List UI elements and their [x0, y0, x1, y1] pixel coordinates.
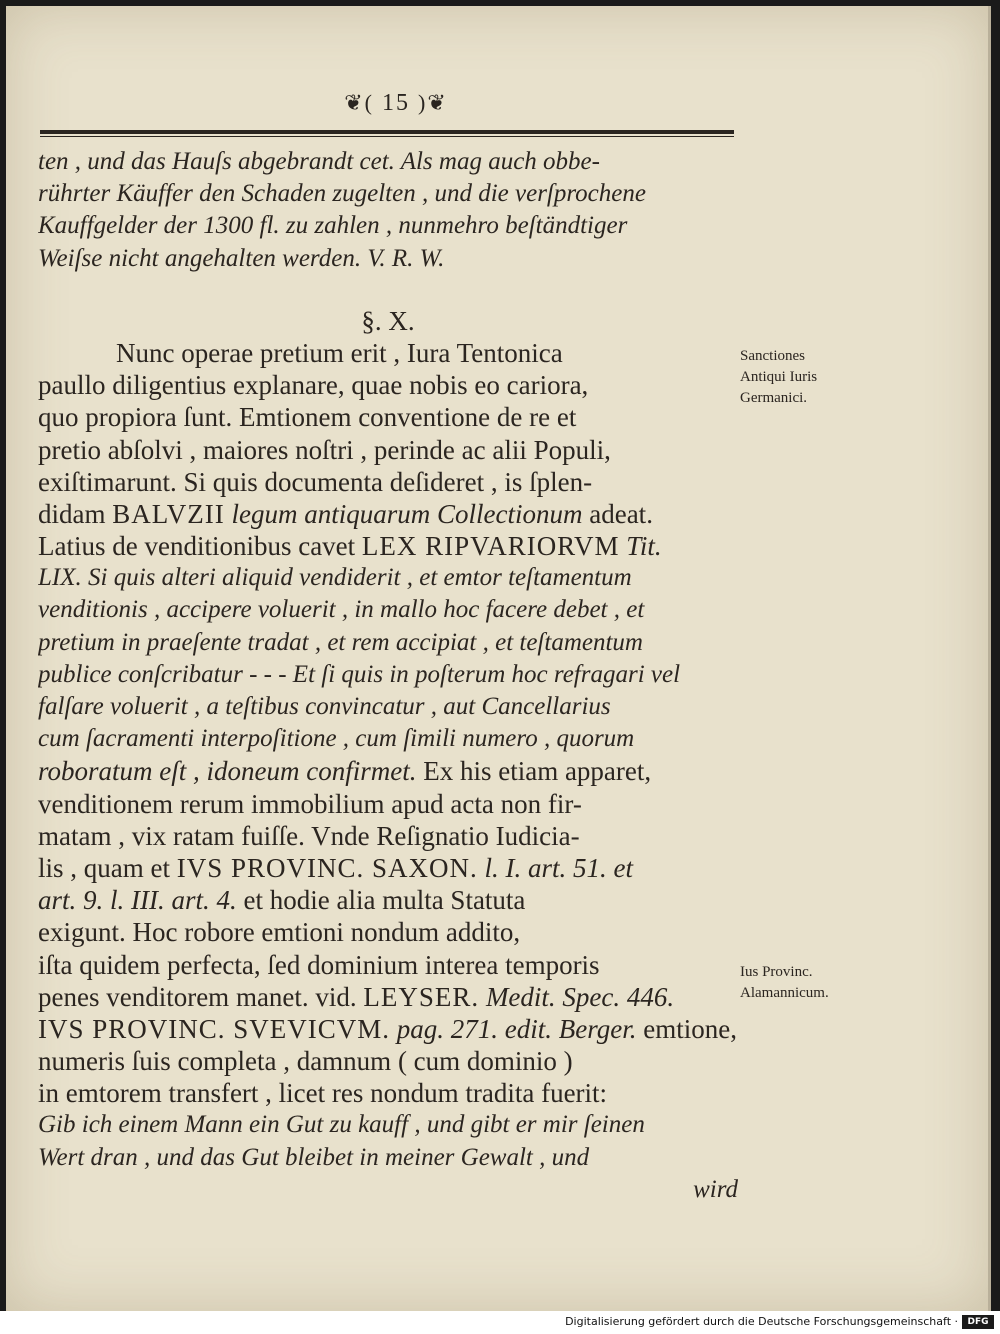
- margin-line: Antiqui Iuris: [740, 369, 818, 385]
- page-text: [38, 146, 738, 1206]
- quote-line: cum ſacramenti interpoſitione , cum ſimili numero , quorum: [38, 725, 635, 753]
- margin-line: Germanici.: [740, 390, 808, 406]
- text-line: exiſtimarunt. Si quis documenta deſideret , is ſplen-: [38, 466, 593, 497]
- text-line: [38, 1013, 738, 1045]
- quote-line: falſare voluerit , a teſtibus convincatur , aut Cancellarius: [38, 693, 611, 720]
- text-line: venditionem rerum immobilium apud acta non fir-: [38, 788, 582, 819]
- text-line: quo propiora ſunt. Emtionem conventione de re et: [38, 402, 577, 433]
- german-line: Gib ich einem Mann ein Gut zu kauff , und gibt er mir ſeinen: [38, 1111, 645, 1139]
- text-line: Weiſse nicht angehalten werden. V. R. W.: [38, 244, 445, 272]
- text-line: [38, 884, 738, 916]
- text-run: art. 9. l. III. art. 4.: [38, 885, 237, 916]
- text-line: Nunc operae pretium erit , Iura Tentonica: [116, 337, 563, 368]
- text-line: exigunt. Hoc robore emtioni nondum addito,: [38, 917, 521, 948]
- text-run: penes venditorem manet. vid.: [38, 981, 364, 1012]
- text-run: et hodie alia multa Statuta: [236, 885, 526, 916]
- text-run: Medit. Spec. 446.: [479, 981, 675, 1012]
- quote-line: venditionis , accipere voluerit , in mallo hoc facere debet , et: [38, 596, 645, 624]
- text-line: iſta quidem perfecta, ſed dominium interea temporis: [38, 949, 600, 980]
- margin-line: Sanctiones: [740, 348, 805, 364]
- quote-line: publice conſcribatur - - - Et ſi quis in poſterum hoc refragari vel: [38, 660, 681, 688]
- text-run: didam: [38, 498, 113, 529]
- text-line: [38, 852, 738, 884]
- header-rule: [40, 130, 734, 134]
- marginal-note-ius-provinc: [740, 962, 880, 1004]
- text-line: [38, 530, 738, 562]
- text-run: Tit.: [619, 531, 662, 562]
- text-line: [38, 498, 738, 530]
- law-name: IVS PROVINC. SVEVICVM.: [38, 1013, 391, 1044]
- text-line: Kauffgelder der 1300 fl. zu zahlen , nunmehro beſtändtiger: [38, 212, 628, 240]
- page-number: 15: [382, 90, 410, 116]
- text-run: l. I. art. 51. et: [477, 852, 634, 883]
- margin-line: Ius Provinc.: [740, 964, 813, 980]
- text-run: lis , quam et: [38, 852, 177, 883]
- text-run: emtione,: [636, 1013, 737, 1044]
- catchword: wird: [693, 1175, 738, 1203]
- dfg-logo: DFG: [962, 1315, 994, 1329]
- quote-line: pretium in praeſente tradat , et rem accipiat , et teſtamentum: [38, 628, 643, 656]
- text-line: numeris ſuis completa , damnum ( cum dominio ): [38, 1046, 573, 1077]
- text-run: adeat.: [582, 498, 653, 529]
- text-run: Latius de venditionibus cavet: [38, 531, 362, 562]
- text-line: [38, 755, 738, 787]
- author-name: LEYSER.: [363, 981, 480, 1012]
- footer-bar: [0, 1311, 1000, 1334]
- spacer: [38, 275, 738, 305]
- header-ornament-right: )❦: [418, 90, 448, 115]
- header-rule-thin: [40, 136, 734, 137]
- book-page: [6, 6, 991, 1311]
- text-run: roboratum eſt , idoneum confirmet.: [38, 756, 417, 787]
- text-line: [38, 981, 738, 1013]
- law-name: IVS PROVINC. SAXON.: [176, 852, 478, 883]
- running-header: [296, 90, 496, 126]
- author-name: BALVZII: [112, 498, 225, 529]
- text-run: Ex his etiam apparet,: [416, 756, 652, 787]
- text-line: rührter Käuffer den Schaden zugelten , und die verſprochene: [38, 180, 646, 208]
- text-line: pretio abſolvi , maiores noſtri , perinde ac alii Populi,: [38, 434, 611, 465]
- text-line: paullo diligentius explanare, quae nobis eo cariora,: [38, 370, 589, 401]
- margin-line: Alamannicum.: [740, 985, 829, 1001]
- text-run: legum antiquarum Collectionum: [224, 498, 583, 529]
- text-line: matam , vix ratam fuiſſe. Vnde Reſignatio Iudicia-: [38, 820, 580, 851]
- german-line: Wert dran , und das Gut bleibet in meiner Gewalt , und: [38, 1143, 590, 1171]
- text-line: ten , und das Hauſs abgebrandt cet. Als mag auch obbe-: [38, 148, 600, 175]
- text-line: in emtorem transfert , licet res nondum tradita fuerit:: [38, 1078, 608, 1109]
- law-name: LEX RIPVARIORVM: [361, 531, 620, 562]
- text-run: pag. 271. edit. Berger.: [390, 1013, 637, 1044]
- header-ornament-left: ❦(: [344, 90, 374, 115]
- funding-note: Digitalisierung gefördert durch die Deutsche Forschungsgemeinschaft ·: [565, 1315, 958, 1328]
- section-heading: §. X.: [361, 305, 415, 336]
- marginal-note-sanctiones: [740, 346, 880, 409]
- quote-line: LIX. Si quis alteri aliquid vendiderit , et emtor teſtamentum: [38, 564, 632, 592]
